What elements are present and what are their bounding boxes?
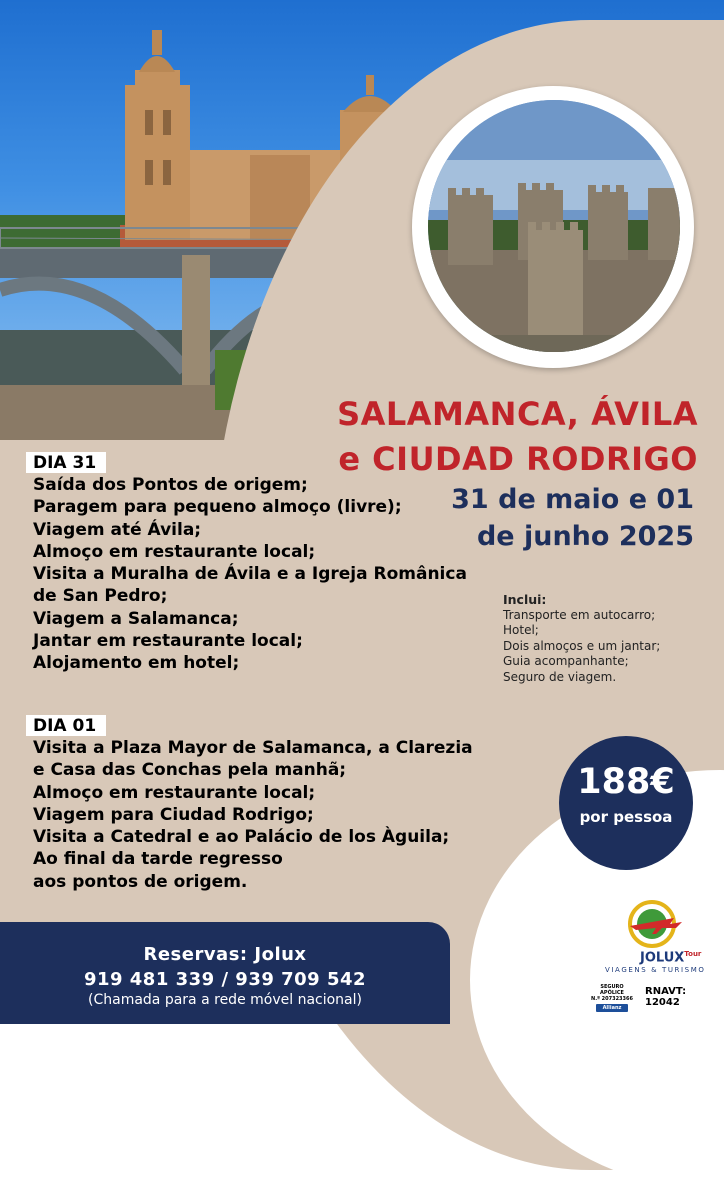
allianz-logo: Allianz [596,1004,628,1012]
day-31-itinerary [33,474,467,675]
reservations-box [0,922,450,1024]
includes-item: Guia acompanhante; [503,654,629,668]
trip-title [337,392,698,482]
title-line-2: e CIUDAD RODRIGO [338,440,698,478]
itinerary-item: Viagem para Ciudad Rodrigo; [33,804,314,825]
includes-item: Dois almoços e um jantar; [503,638,661,653]
rnavt-number: RNAVT: 12042 [645,986,687,1008]
avila-walls-photo-frame [412,86,694,368]
includes-item: Seguro de viagem. [503,669,617,684]
reservations-phones[interactable]: 919 481 339 / 939 709 542 [83,969,367,990]
itinerary-item: Ao final da tarde regresso [33,849,283,870]
reservations-label: Reservas: Jolux [143,944,307,965]
insurance-line-2: N.º 207323366 [591,996,633,1002]
includes-box [503,592,660,685]
includes-item: Hotel; [503,623,539,637]
itinerary-item: Visita a Catedral e ao Palácio de los Àguila; [33,827,450,848]
avila-walls-photo [428,100,680,352]
itinerary-item: aos pontos de origem. [33,871,248,892]
includes-list [503,608,660,686]
dates-line-1: 31 de maio e 01 [451,484,694,515]
insurance-line-1: SEGURO APÓLICE [600,984,624,996]
reservations-note: (Chamada para a rede móvel nacional) [88,992,362,1008]
day-31-label: DIA 31 [26,452,106,473]
itinerary-item: Viagem a Salamanca; [33,608,239,629]
price-amount: 188€ [577,762,675,802]
logo-name [640,950,701,965]
itinerary-item: Visita a Muralha de Ávila e a Igreja Românica [33,564,467,585]
itinerary-item: Saída dos Pontos de origem; [33,475,308,495]
insurance-badge [590,984,634,1012]
itinerary-item: de San Pedro; [33,586,168,607]
itinerary-item: Almoço em restaurante local; [33,782,316,803]
day-01-label: DIA 01 [26,715,106,736]
price-per-person: por pessoa [579,808,673,826]
itinerary-item: Paragem para pequeno almoço (livre); [33,497,402,518]
includes-title: Inclui: [503,592,547,607]
itinerary-item: Viagem até Ávila; [33,519,202,540]
day-01-itinerary [33,737,473,893]
itinerary-item: Almoço em restaurante local; [33,541,316,562]
title-line-1: SALAMANCA, ÁVILA [337,395,698,433]
includes-item: Transporte em autocarro; [503,607,656,622]
logo-name-text: JOLUX [640,950,685,966]
itinerary-item: e Casa das Conchas pela manhã; [33,760,347,781]
price-badge [559,736,693,870]
itinerary-item: Alojamento em hotel; [33,653,240,674]
trip-dates [451,481,694,555]
logo-tour-text: Tour [684,950,702,958]
logo-subtitle: VIAGENS & TURISMO [605,966,706,974]
dates-line-2: de junho 2025 [476,521,694,552]
itinerary-item: Visita a Plaza Mayor de Salamanca, a Clarezia [33,738,473,758]
itinerary-item: Jantar em restaurante local; [33,631,303,652]
